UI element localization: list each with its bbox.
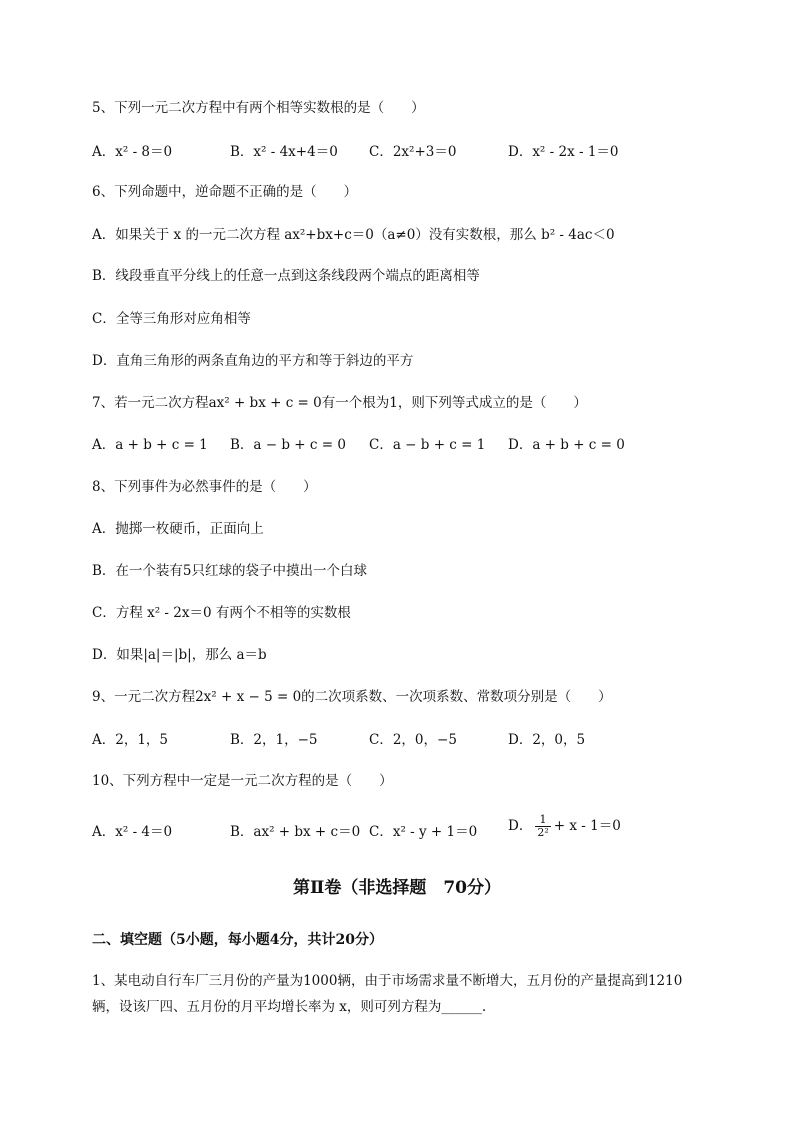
q7-option-a: A．a + b + c = 1 xyxy=(92,437,208,453)
q10-option-d-label: D． xyxy=(508,818,533,834)
q9-option-c: C．2，0，−5 xyxy=(369,732,457,748)
q8-option-c: C．方程 x² - 2x＝0 有两个不相等的实数根 xyxy=(92,605,351,621)
q5-option-a: A．x² - 8＝0 xyxy=(92,144,173,160)
q10-option-b: B．ax² + bx + c＝0 xyxy=(230,824,361,840)
q5-option-b: B．x² - 4x+4＝0 xyxy=(230,144,338,160)
q6-option-c: C．全等三角形对应角相等 xyxy=(92,311,251,327)
q7-option-b: B．a − b + c = 0 xyxy=(230,437,346,453)
question-10-stem: 10、下列方程中一定是一元二次方程的是（ ） xyxy=(92,773,393,789)
q6-option-a: A．如果关于 x 的一元二次方程 ax²+bx+c＝0（a≠0）没有实数根，那么 b² - 4ac＜0 xyxy=(92,227,615,243)
fill-in-q1-line-1: 1、某电动自行车厂三月份的产量为1000辆，由于市场需求量不断增大，五月份的产量提高到1210 xyxy=(92,973,683,989)
question-9-stem: 9、一元二次方程2x² + x − 5 = 0的二次项系数、一次项系数、常数项分别是（ ） xyxy=(92,689,612,705)
question-8-stem: 8、下列事件为必然事件的是（ ） xyxy=(92,479,317,495)
question-6-stem: 6、下列命题中，逆命题不正确的是（ ） xyxy=(92,184,358,200)
fill-in-q1-line-2: 辆，设该厂四、五月份的月平均增长率为 x，则可列方程为______. xyxy=(92,999,487,1015)
fraction-denominator: 2² xyxy=(537,826,549,839)
q8-option-b: B．在一个装有5只红球的袋子中摸出一个白球 xyxy=(92,563,368,579)
q5-option-d: D．x² - 2x - 1＝0 xyxy=(508,144,619,160)
q10-option-d xyxy=(508,814,621,839)
q10-option-d-rest: + x - 1＝0 xyxy=(553,818,621,834)
q10-option-a: A．x² - 4＝0 xyxy=(92,824,173,840)
q8-option-d: D．如果|a|＝|b|，那么 a＝b xyxy=(92,647,267,663)
q7-option-d: D．a + b + c = 0 xyxy=(508,437,625,453)
q9-option-d: D．2，0，5 xyxy=(508,732,586,748)
fill-in-section-heading: 二、填空题（5小题，每小题4分，共计20分） xyxy=(92,932,383,948)
q9-option-a: A．2，1，5 xyxy=(92,732,169,748)
q6-option-d: D．直角三角形的两条直角边的平方和等于斜边的平方 xyxy=(92,353,414,369)
fraction xyxy=(535,814,550,839)
q9-option-b: B．2，1，−5 xyxy=(230,732,318,748)
q6-option-b: B．线段垂直平分线上的任意一点到这条线段两个端点的距离相等 xyxy=(92,268,480,284)
q10-option-c: C．x² - y + 1＝0 xyxy=(369,824,478,840)
q8-option-a: A．抛掷一枚硬币，正面向上 xyxy=(92,521,264,537)
part-2-title: 第Ⅱ卷（非选择题 70分） xyxy=(293,878,501,898)
q7-option-c: C．a − b + c = 1 xyxy=(369,437,486,453)
fill-in-question-1 xyxy=(92,968,732,1020)
question-7-stem: 7、若一元二次方程ax² + bx + c = 0有一个根为1，则下列等式成立的是（ ） xyxy=(92,395,587,411)
q5-option-c: C．2x²+3＝0 xyxy=(369,144,457,160)
question-5-stem: 5、下列一元二次方程中有两个相等实数根的是（ ） xyxy=(92,100,425,116)
fraction-numerator: 1 xyxy=(535,814,550,827)
